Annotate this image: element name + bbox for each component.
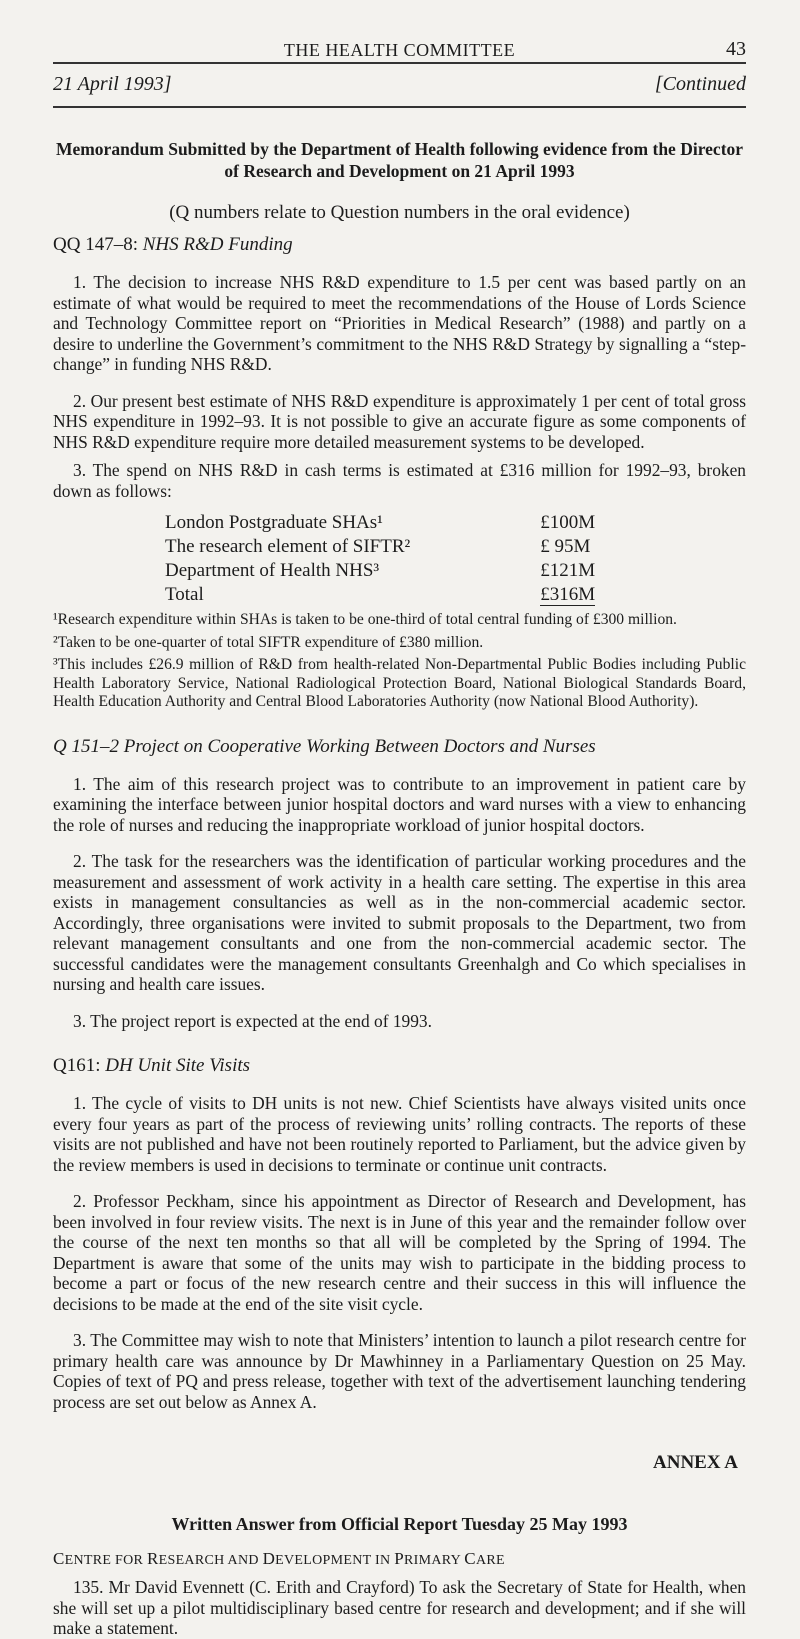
paragraph: 1. The cycle of visits to DH units is not new. Chief Scientists have always visited units once every four years as part of the process of reviewing units’ rolling contracts. The reports of these visits are not published and have not been routinely reported to Parliament, but the advice given by the review members is used in decisions to terminate or continue unit contracts. — [53, 1093, 746, 1175]
memo-note: (Q numbers relate to Question numbers in the oral evidence) — [169, 202, 630, 223]
section-heading-text: Q 151–2 Project on Cooperative Working Between Doctors and Nurses — [53, 735, 596, 757]
paragraph: 3. The Committee may wish to note that Ministers’ intention to launch a pilot research centre for primary health care was announce by Dr Mawhinney in a Parliamentary Question on 25 May. Copies of text of PQ and press release, together with text of the advertisement launching tendering process are set out below as Annex A. — [53, 1330, 746, 1412]
table-label: The research element of SIFTR² — [165, 536, 411, 557]
running-head: THE HEALTH COMMITTEE — [283, 40, 516, 60]
paragraph: 3. The project report is expected at the end of 1993. — [73, 1010, 432, 1031]
table-amount: £100M — [540, 512, 596, 533]
table-amount: £121M — [540, 560, 596, 581]
total-label: Total — [165, 584, 204, 605]
sc-letter: D — [262, 1549, 276, 1568]
table-label: London Postgraduate SHAs¹ — [165, 512, 383, 533]
table-amount: £ 95M — [540, 536, 591, 557]
paragraph: 1. The aim of this research project was to contribute to an improvement in patient care by examining the interface between junior hospital doctors and ward nurses with a view to enhancing the role of nurses and reducing the inappropriate workload of junior hospital doctors. — [53, 773, 746, 835]
memo-title: Memorandum Submitted by the Department of Health following evidence from the Director of Research and Development on 21 April 1993 — [55, 139, 744, 181]
table-label: Department of Health NHS³ — [165, 560, 380, 581]
total-cell — [410, 583, 595, 607]
dateline — [53, 64, 746, 106]
footnote-3: ³This includes £26.9 million of R&D from health-related Non-Departmental Public Bodies including Public Health Laboratory Service, National Radiological Protection Board, National Biological Standards Board, Health Education Authority and Central Blood Laboratories Authority (now National Blood Authority). — [53, 656, 746, 710]
section-heading-funding — [53, 234, 746, 256]
annex-title: ANNEX A — [653, 1452, 738, 1473]
date-label: 21 April 1993] — [53, 73, 172, 95]
centre-heading — [53, 1549, 746, 1569]
paragraph: 2. The task for the researchers was the identification of particular working procedures and the measurement and assessment of work activity in a health care setting. The expertise in this area exists in management consultancies as well as in the non-commercial academic sector. Accordingly, three organisations were invited to submit proposals to the Department, two from relevant management consultants and one from the non-commercial academic sector. The successful candidates were the management consultants Greenhalgh and Co which specialises in nursing and health care issues. — [53, 851, 746, 994]
sc-letter: R — [146, 1549, 159, 1568]
table-row — [165, 511, 595, 535]
sc-text: ESEARCH AND — [158, 1553, 263, 1568]
dateline-rule — [53, 106, 746, 108]
table-row — [165, 559, 595, 583]
total-amount: £316M — [540, 584, 596, 605]
sc-text: ARE — [475, 1553, 505, 1568]
sc-text: EVELOPMENT IN — [275, 1553, 395, 1568]
section-heading-q: Q161: — [53, 1055, 101, 1076]
paragraph: 2. Our present best estimate of NHS R&D expenditure is approximately 1 per cent of total gross NHS expenditure in 1992–93. It is not possible to give an accurate figure as some components of NHS R&D expenditure require more detailed measurement systems to be developed. — [53, 390, 746, 452]
section-heading-q: QQ 147–8: — [53, 234, 138, 255]
table-total-row — [165, 583, 595, 607]
section-heading-title: NHS R&D Funding — [142, 234, 293, 255]
paragraph: 135. Mr David Evennett (C. Erith and Crayford) To ask the Secretary of State for Health, when she will set up a pilot multidisciplinary based centre for research and development; and if she will make a statement. — [53, 1577, 746, 1638]
written-answer-heading: Written Answer from Official Report Tuesday 25 May 1993 — [171, 1514, 628, 1534]
section-heading-visits — [53, 1055, 746, 1077]
cost-table — [165, 511, 595, 607]
sc-letter: P — [394, 1549, 404, 1568]
sc-letter: C — [53, 1549, 65, 1568]
section-heading-project — [53, 736, 746, 758]
paragraph: 1. The decision to increase NHS R&D expenditure to 1.5 per cent was based partly on an estimate of what would be required to meet the recommendations of the House of Lords Science and Technology Committee report on “Priorities in Medical Research” (1988) and partly on a desire to underline the Government’s commitment to the NHS R&D Strategy by signalling a “step-change” in funding NHS R&D. — [53, 272, 746, 374]
page-number: 43 — [726, 38, 746, 60]
section-heading-title: DH Unit Site Visits — [105, 1055, 251, 1076]
table-row — [165, 535, 595, 559]
paragraph: 2. Professor Peckham, since his appointment as Director of Research and Development, has been involved in four review visits. The next is in June of this year and the remainder follow over the course of the next ten months so that all will be completed by the Spring of 1994. The Department is aware that some of the units may wish to participate in the bidding process to become a part or focus of the new research centre and their success in this will influence the decisions to be made at the end of the site visit cycle. — [53, 1191, 746, 1314]
footnote-1: ¹Research expenditure within SHAs is taken to be one-third of total central funding of £300 million. — [53, 611, 677, 628]
continued-label: [Continued — [654, 73, 746, 95]
sc-text: RIMARY — [403, 1553, 465, 1568]
sc-text: ENTRE FOR — [64, 1553, 147, 1568]
paragraph: 3. The spend on NHS R&D in cash terms is estimated at £316 million for 1992–93, broken down as follows: — [53, 460, 746, 501]
footnote-2: ²Taken to be one-quarter of total SIFTR expenditure of £380 million. — [53, 633, 484, 651]
sc-letter: C — [464, 1549, 476, 1568]
page-header — [53, 0, 746, 62]
